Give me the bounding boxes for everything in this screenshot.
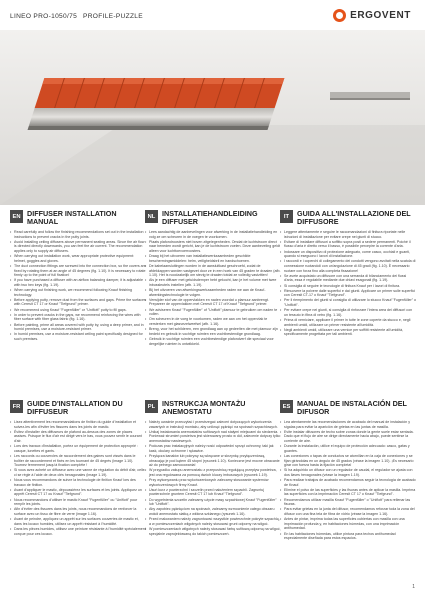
list-item: • Należy uważnie przeczytać i przestrzegać zaleceń dotyczących wykończenia zawartych w instrukcji montażu, aby uniknąć pęknięć na spoinach szpachlowych. <box>145 420 281 429</box>
list-item: • Unikaj instalowania anemostatów sufitowych nad stałymi miejscami do siedzenia. Ponieważ strumień powietrza jest skierowany prosto w dół, zalecenie dotyczy tylko anemostatów nawiewnych. <box>145 430 281 444</box>
list-item: • Rimuovere la polvere dalle superfici e dai giunti. Applicare un primer sulle superfici con Ceresit CT-17 o Knauf "Tiefgrund". <box>280 289 416 298</box>
language-badge: EN <box>10 210 23 223</box>
list-item: • Para evitar grietas en la junta del difusor, recomendamos reforzar toda la zona del difusor con una fina tela de fibra de vidrio (véase la imagen 1.16). <box>280 507 416 516</box>
list-item: • Se avete acquistato un diffusore con una serranda di bilanciamento dei flussi d'aria, essa è regolabile mediante due chiavi esagonali (fig. 1.19). <box>280 274 416 283</box>
section-header <box>10 400 146 418</box>
page-number: 1 <box>412 584 415 590</box>
list-item: • Évitez d'installer des diffuseurs de plafond au-dessus des zones de places assises. Puisque le flux d'air est dirigé vers le bas, vous pouvez sentir le courant d'air. <box>10 430 146 444</box>
list-item: • In humid premises, use a moisture-resistant ceiling paint specifically designed for such premises. <box>10 332 146 341</box>
list-item: • Before painting, prime all areas covered with putty by, using a deep primer, and in humid premises, use a moisture-resistant primer. <box>10 323 146 332</box>
list-item: • We adviseren Knauf "Fugenfüller" of "Uniflott" plamuur te gebruiken om naden te vullen. <box>145 308 281 317</box>
section-header <box>145 210 281 228</box>
list-item: • Per il riempimento dei giunti si consiglia di utilizzare lo stucco Knauf "Fugenfüller" o "Uniflott". <box>280 298 416 307</box>
list-item: • When carrying out installation work, wear appropriate protective equipment: helmet, goggles and gloves. <box>10 254 146 263</box>
list-item: • In order to prevent cracks in the gaps, we recommend reinforcing the wires with fiber surface with fiber glass fabric (fig. 1.16). <box>10 313 146 322</box>
language-badge: NL <box>145 210 158 223</box>
document-title <box>10 13 143 20</box>
list-item: • Aby zapobiec pęknięciom na spoinach, zalecamy wzmocnienie całego obszaru wokół anemostatu siatką z włókna szklanego (rysunek 1.16). <box>145 507 281 516</box>
list-item: • Usuń kurz z powierzchni i szczelin przed nałożeniem szpachli. Zagruntuj powierzchnie gruntem Ceresit CT 17 lub Knauf "Tiefgrund". <box>145 488 281 497</box>
list-item: • The duct connection fittings are screwed into the connection box, so the covers are fixed by rotating them at an angle of 45 degrees (fig. 1.10). It is necessary to rotate firmly up to the point of full fixation! <box>10 264 146 278</box>
list-item: • Lisez attentivement les recommandations de finition du guide d'installation et suivez-les afin d'éviter les fissures dans les joints de mastic. <box>10 420 146 429</box>
list-item: • We recommend using Knauf "Fugenfüller" or "Uniflott" putty to fill gaps. <box>10 308 146 313</box>
list-item: • Plaats plafondroosters niet boven zitgelegenheden. Omdat de luchtstroom direct naar beneden wordt gericht, kan je de luchtstroom voelen. Deze aanbeveling geldt alleen voor luchttoevoerroosters. <box>145 240 281 254</box>
list-item: • Per evitare crepe nei giunti, si consiglia di rinforzare l'intera area dei diffusori con un tessuto in fibra di vetro (fig. 1.16). <box>280 308 416 317</box>
list-item: • If you have purchased a diffuser with an airflow balancing damper, it is adjustable with two hex keys (fig. 1.19). <box>10 278 146 287</box>
list-item: • Do wypełnienia szczelin zalecamy użycie masy szpachlowej Knauf "Fugenfüller" lub "Uniflott". <box>145 498 281 507</box>
list-item: • Przed malowaniem należy zagruntować wszystkie powierzchnie pokryte szpachlą, a w pomieszczeniach wilgotnych należy stosować grunt odporny na wilgoć. <box>145 517 281 526</box>
language-badge: FR <box>10 400 23 413</box>
instruction-list <box>145 420 281 536</box>
product-series: PROFILE-PUZZLE <box>83 13 143 20</box>
language-badge: PL <box>145 400 158 413</box>
section-title: GUIDA ALL'INSTALLAZIONE DEL DIFFUSORE <box>297 209 411 226</box>
list-item: • Breng, voor het schilderen, een grondlaag aan op gedeelten die met plamuur zijn bedekt en gebruik in vochtige ruimten een vochtbestendige grondlaag. <box>145 327 281 336</box>
list-item: • Bij het uitvoeren van afwerkingswerkzaamheden raden we aan de Knauf-afwerkingstechnologie te volgen. <box>145 288 281 297</box>
product-photo <box>0 30 425 205</box>
section-header <box>280 400 416 418</box>
list-item: • Antes de pintar, imprima todas las superficies cubiertas con masilla con una imprimación profunda y, en habitaciones húmedas, con una imprimación antihumedad. <box>280 517 416 531</box>
list-item: • Dans les pièces humides, utilisez une peinture résistante à l'humidité spécialement conçue pour ces locaux. <box>10 527 146 536</box>
list-item: • Read carefully and follow the finishing recommendations set out in the installation instructions to prevent cracks in the putty joints. <box>10 230 146 239</box>
list-item: • Lors des travaux d'installation, portez un équipement de protection approprié : casque, lunettes et gants. <box>10 444 146 453</box>
list-item: • Lea atentamente las recomendaciones de acabado del manual de instalación y sígalas para evitar la aparición de grietas en las juntas de masilla. <box>280 420 416 429</box>
list-item: • Before applying putty, remove dust from the surfaces and gaps. Prime the surfaces with Ceresit CT 17 or Knauf "Tiefgrund" primer. <box>10 298 146 307</box>
list-item: • Evite instalar difusores de techo sobre zonas donde la gente suele estar sentada. Dado que el flujo de aire se dirige directamente hacia abajo, puede sentirse la corriente de aire. <box>280 430 416 444</box>
section-nl <box>145 210 281 347</box>
list-item: • Leggere attentamente e seguire le raccomandazioni di finitura riportate nelle istruzioni di installazione per evitare crepe nei giunti di stucco. <box>280 230 416 239</box>
list-item: • Para realizar trabajos de acabado recomendamos seguir la tecnología de acabado de Knauf. <box>280 478 416 487</box>
list-item: • Las conexiones o tapas de conductos se atornillan en la caja de conexiones y se fijan girándolas en un ángulo de 45 grados (véase la imagen 1.10). ¡Es necesario girar con fuerza hasta la fijación completa! <box>280 454 416 468</box>
brand-name: ERGOVENT <box>350 10 411 21</box>
list-item: • Podczas prac instalacyjnych należy nosić odpowiedni sprzęt ochronny, taki jak kask, okulary ochronne i rękawice. <box>145 444 281 453</box>
list-item: • Si ha adquirido un difusor con un regulador de caudal, el regulador se ajusta con dos llaves hexagonales (véase la imagen 1.19). <box>280 468 416 477</box>
instruction-list <box>10 420 146 536</box>
list-item: • Evitare di installare diffusori a soffitto sopra posti a sedere permanenti. Poiché il flusso d'aria è diretto verso il basso, è possibile percepire la corrente d'aria. <box>280 240 416 249</box>
section-header <box>145 400 281 418</box>
list-item: • Negli ambienti umidi, utilizzare una vernice per soffitti resistente all'umidità, specificamente progettata per tali ambienti. <box>280 328 416 337</box>
list-item: • W pomieszczeniach wilgotnych należy stosować farbę sufitową odporną na wilgoć, specjalnie zaprojektowaną do takich pomieszczeń. <box>145 527 281 536</box>
list-item: • Avant de peindre, appliquez un apprêt sur les surfaces couvertes de mastic et, dans les locaux humides, utilisez un apprêt résistant à l'humidité. <box>10 517 146 526</box>
list-item: • De kabelaansluitingen worden in de aansluitkast geschroefd, zodat de afdekkappen worden vastgezet door ze in een hoek van 45 graden te draaien (afb. 1.10). Het is noodzakelijk om stevig te draaien totdat ze volledig vastzitten! <box>145 264 281 278</box>
section-header <box>280 210 416 228</box>
list-item: • Si vous avez acheté un diffuseur avec une vanne de régulation du débit d'air, celle-ci se règle à l'aide de deux clés hexagonales (image 1.19). <box>10 468 146 477</box>
list-item: • Verwijder stof van de oppervlakken en naden voordat u plamuur aanbrengt. Prepareer de oppervlakken met Ceresit CT 17 of Knauf "Tiefgrund" primer. <box>145 298 281 307</box>
list-item: • Przyłącza kanałów lub pokrywy są wkręcane w skrzynkę przyłączeniową, obracając je pod kątem 45 stopni (rysunek 1.10). Konieczne jest mocne obracanie aż do pełnego zamocowania! <box>145 454 281 468</box>
list-item: • When carrying out finishing work, we recommend following Knauf finishing technology. <box>10 288 146 297</box>
section-en <box>10 210 146 342</box>
list-item: • Prima di verniciare, applicare il primer in tutte le zone coperte da stucco e, negli ambienti umidi, utilizzare un primer resistente all'umidità. <box>280 318 416 327</box>
product-name: LINEO PRO-1050/75 <box>10 13 78 20</box>
brand-logo <box>333 9 411 22</box>
list-item: • Om scheuren in de voeg te voorkomen, raden we aan om het oppervlak te versterken met glasvezelweefsel (afb. 1.16). <box>145 317 281 326</box>
list-item: • Si consiglia di seguire le tecnologie di finitura Knauf per i lavori di finitura. <box>280 284 416 289</box>
section-it <box>280 210 416 338</box>
section-title: INSTRUKCJA MONTAŻU ANEMOSTATU <box>162 399 246 416</box>
list-item: • En las habitaciones húmedas, utilice pintura para techos antihumedad especialmente diseñada para estos espacios. <box>280 532 416 541</box>
list-item: • Durante la instalación, utilice el equipo de protección adecuado: casco, gafas y guantes. <box>280 444 416 453</box>
diffuser-product-photo <box>0 30 425 205</box>
section-title: DIFFUSER INSTALLATION MANUAL <box>27 209 117 226</box>
section-title: INSTALLATIEHANDLEIDING DIFFUSER <box>162 209 258 226</box>
section-pl <box>145 400 281 537</box>
list-item: • Draag bij het uitvoeren van installatiewerkzaamheden geschikte beschermingsmiddelen: helm, veiligheidsbril en handschoenen. <box>145 254 281 263</box>
instruction-list <box>280 420 416 541</box>
list-item: • Als je een diffuser met geluidsdemper hebt gekocht, kan je het volume met twee inbussleutels instellen (afb. 1.19). <box>145 278 281 287</box>
section-title: GUIDE D'INSTALLATION DU DIFFUSEUR <box>27 399 123 416</box>
list-item: • Przy wykonywaniu prac wykończeniowych zalecamy stosowanie systemów wykończeniowych firmy Knauf. <box>145 478 281 487</box>
list-item: • Recomendamos utilizar masilla Knauf "Fugenfüller" o "Uniflott" para rellenar las fisuras. <box>280 498 416 507</box>
list-item: • Elimine el polvo de las superficies y las fisuras antes de aplicar la masilla. Imprima las superficies con la imprimación Ceresit CT 17 o Knauf "Tiefgrund". <box>280 488 416 497</box>
list-item: • Indossare un dispositivo di protezione adeguato, come casco, occhiali e guanti, quando si eseguono i lavori di installazione. <box>280 250 416 259</box>
language-badge: ES <box>280 400 293 413</box>
list-item: • Avant d'appliquer le mastic, dépoussiérez les surfaces et les joints. Appliquez un apprêt Ceresit CT 17 ou Knauf "Tiefgrund". <box>10 488 146 497</box>
list-item: • Lees aandachtig de aanbevelingen voor afwerking in de installatiehandleiding en volg ze om scheuren in de voegen te voorkomen. <box>145 230 281 239</box>
instruction-list <box>145 230 281 346</box>
list-item: • Afin d'éviter des fissures dans les joints, nous recommandons de renforcer la surface avec un tissu de fibre de verre (image 1.16). <box>10 507 146 516</box>
list-item: • Les raccords ou couvercles de raccordement des gaines sont vissés dans le boîtier de raccordement et fixés en les tournant de 45 degrés (image 1.10). Tournez fermement jusqu'à fixation complète ! <box>10 454 146 468</box>
list-item: • Nous recommandons d'utiliser le mastic Knauf "Fugenfüller" ou "Uniflott" pour remplir les joints. <box>10 498 146 507</box>
list-item: • Avoid installing ceiling diffusers above permanent seating areas. Since the air flow is directed directly downwards, you can feel the air current. The recommendation applies only to supply air diffusers. <box>10 240 146 254</box>
language-badge: IT <box>280 210 293 223</box>
list-item: • W przypadku zakupu anemostatu z przepustnicą regulującą przepływ powietrza, jest ona regulowana za pomocą dwóch kluczy imbusowych (rysunek 1.19). <box>145 468 281 477</box>
section-es <box>280 400 416 541</box>
list-item: • Nous vous recommandons de suivre la technologie de finition Knauf lors des travaux de finition. <box>10 478 146 487</box>
instruction-list <box>280 230 416 337</box>
instruction-list <box>10 230 146 342</box>
page-header <box>0 0 425 30</box>
section-header <box>10 210 146 228</box>
brand-logo-icon <box>333 9 346 22</box>
list-item: • I raccordi e i coperchi di collegamento dei condotti vengono avvitati nella scatola di connessione ruotandoli con un'angolazione di 45 gradi (fig. 1.10). È necessario ruotare con forza fino alla completa fissazione! <box>280 259 416 273</box>
section-fr <box>10 400 146 537</box>
section-title: MANUAL DE INSTALACIÓN DEL DIFUSOR <box>297 399 407 416</box>
list-item: • Gebruik in vochtige ruimten een vochtbestendige plafondverf die speciaal voor dergelijke ruimten is ontwikkeld. <box>145 337 281 346</box>
